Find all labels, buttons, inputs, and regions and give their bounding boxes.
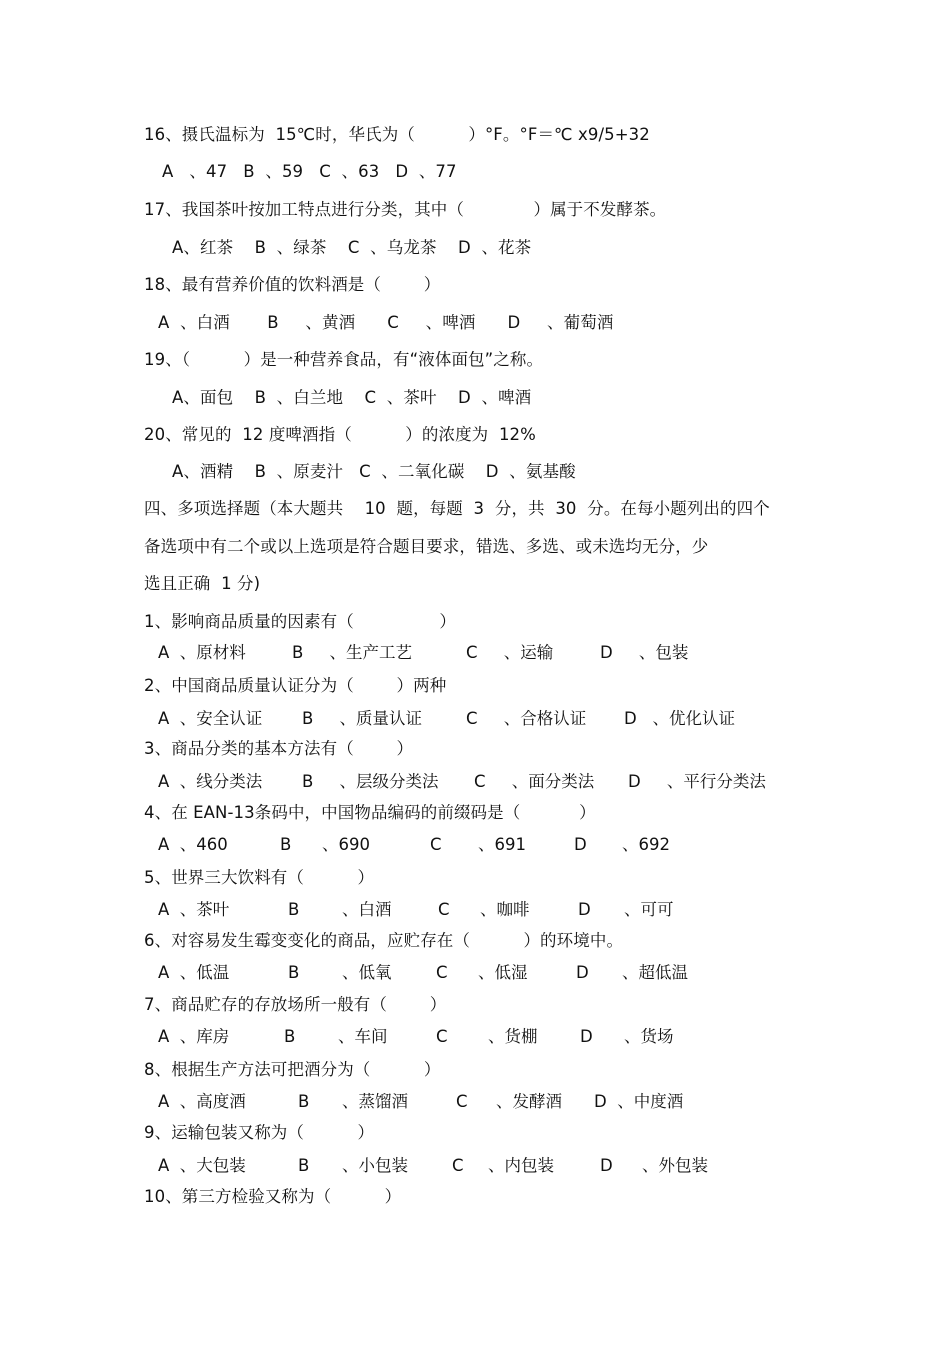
question-16-options: A 、47 B 、59 C 、63 D 、77 xyxy=(162,162,457,181)
option-c-text: 、咖啡 xyxy=(480,900,530,919)
question-20-options: A、酒精 B 、原麦汁 C 、二氧化碳 D 、氨基酸 xyxy=(172,462,576,481)
option-b-letter: B xyxy=(280,835,292,854)
multi-question-5: 5、世界三大饮料有（ ） xyxy=(144,868,375,887)
option-d: D 、平行分类法 xyxy=(628,772,766,791)
section-4-heading-line-2: 备选项中有二个或以上选项是符合题目要求，错选、多选、或未选均无分，少 xyxy=(144,537,709,556)
option-a: A 、库房 xyxy=(158,1027,230,1046)
question-17: 17、我国茶叶按加工特点进行分类，其中（ ）属于不发酵茶。 xyxy=(144,200,667,219)
option-a: A 、低温 xyxy=(158,963,230,982)
option-c: C 、运输 xyxy=(466,643,554,662)
question-18: 18、最有营养价值的饮料酒是（ ） xyxy=(144,275,441,294)
option-c-letter: C xyxy=(438,900,450,919)
option-c-letter: C xyxy=(452,1156,464,1175)
option-d-letter: D xyxy=(580,1027,593,1046)
option-a: A 、高度酒 xyxy=(158,1092,246,1111)
option-b: B 、生产工艺 xyxy=(292,643,413,662)
option-d-letter: D xyxy=(574,835,587,854)
question-16: 16、摄氏温标为 15℃时，华氏为（ ）°F。°F＝℃ x9/5+32 xyxy=(144,125,650,144)
option-d: D 、中度酒 xyxy=(594,1092,684,1111)
option-b-text: 、低氧 xyxy=(342,963,392,982)
option-c-letter: C xyxy=(436,963,448,982)
option-c-letter: C xyxy=(430,835,442,854)
option-c-text: 、发酵酒 xyxy=(496,1092,562,1111)
option-d: D 、优化认证 xyxy=(624,709,735,728)
question-18-options: A 、白酒 B 、黄酒 C 、啤酒 D 、葡萄酒 xyxy=(158,313,614,332)
option-d-text: 、超低温 xyxy=(622,963,688,982)
option-b-letter: B xyxy=(298,1092,310,1111)
option-b: B 、质量认证 xyxy=(302,709,423,728)
option-b-text: 、小包装 xyxy=(342,1156,408,1175)
option-a: A 、原材料 xyxy=(158,643,246,662)
question-20: 20、常见的 12 度啤酒指（ ）的浓度为 12% xyxy=(144,425,536,444)
option-c: C 、合格认证 xyxy=(466,709,587,728)
multi-question-4: 4、在 EAN-13条码中，中国物品编码的前缀码是（ ） xyxy=(144,803,596,822)
multi-question-4-options xyxy=(158,832,858,858)
question-19: 19、（ ）是一种营养食品，有“液体面包”之称。 xyxy=(144,350,544,369)
option-b-text: 、车间 xyxy=(338,1027,388,1046)
option-c-text: 、货棚 xyxy=(488,1027,538,1046)
option-c-letter: C xyxy=(456,1092,468,1111)
option-d-text: 、692 xyxy=(622,835,670,854)
option-c-text: 、内包装 xyxy=(488,1156,554,1175)
multi-question-1: 1、影响商品质量的因素有（ ） xyxy=(144,612,456,631)
multi-question-9-options xyxy=(158,1153,858,1179)
multi-question-8-options xyxy=(158,1089,858,1115)
multi-question-7: 7、商品贮存的存放场所一般有（ ） xyxy=(144,995,447,1014)
multi-question-3-options xyxy=(158,769,858,795)
option-d: D 、包装 xyxy=(600,643,689,662)
option-a: A 、安全认证 xyxy=(158,709,263,728)
multi-question-9: 9、运输包装又称为（ ） xyxy=(144,1123,375,1142)
option-d-letter: D xyxy=(578,900,591,919)
multi-question-1-options xyxy=(158,640,858,666)
multi-question-7-options xyxy=(158,1024,858,1050)
option-a: A 、茶叶 xyxy=(158,900,230,919)
option-a: A 、460 xyxy=(158,835,228,854)
option-b: B 、层级分类法 xyxy=(302,772,439,791)
multi-question-2: 2、中国商品质量认证分为（ ）两种 xyxy=(144,676,447,695)
section-4-heading-line-3: 选且正确 1 分) xyxy=(144,574,261,593)
option-d-text: 、外包装 xyxy=(642,1156,708,1175)
option-d-text: 、货场 xyxy=(624,1027,674,1046)
option-a: A 、大包装 xyxy=(158,1156,246,1175)
multi-question-6: 6、对容易发生霉变变化的商品，应贮存在（ ）的环境中。 xyxy=(144,931,624,950)
question-19-options: A、面包 B 、白兰地 C 、茶叶 D 、啤酒 xyxy=(172,388,532,407)
option-b-text: 、白酒 xyxy=(342,900,392,919)
option-b-letter: B xyxy=(288,900,300,919)
option-b-text: 、蒸馏酒 xyxy=(342,1092,408,1111)
option-a: A 、线分类法 xyxy=(158,772,263,791)
option-c-text: 、低湿 xyxy=(478,963,528,982)
multi-question-8: 8、根据生产方法可把酒分为（ ） xyxy=(144,1060,441,1079)
option-c-text: 、691 xyxy=(478,835,526,854)
option-c: C 、面分类法 xyxy=(474,772,595,791)
option-d-text: 、可可 xyxy=(624,900,674,919)
multi-question-10: 10、第三方检验又称为（ ） xyxy=(144,1187,402,1206)
question-17-options: A、红茶 B 、绿茶 C 、乌龙茶 D 、花茶 xyxy=(172,238,532,257)
option-b-letter: B xyxy=(298,1156,310,1175)
multi-question-3: 3、商品分类的基本方法有（ ） xyxy=(144,739,414,758)
section-4-heading-line-1: 四、多项选择题（本大题共 10 题，每题 3 分，共 30 分。在每小题列出的四个 xyxy=(144,499,770,518)
multi-question-5-options xyxy=(158,897,858,923)
option-b-letter: B xyxy=(288,963,300,982)
multi-question-2-options xyxy=(158,706,858,732)
multi-question-6-options xyxy=(158,960,858,986)
option-d-letter: D xyxy=(576,963,589,982)
option-c-letter: C xyxy=(436,1027,448,1046)
option-b-text: 、690 xyxy=(322,835,370,854)
option-b-letter: B xyxy=(284,1027,296,1046)
option-d-letter: D xyxy=(600,1156,613,1175)
